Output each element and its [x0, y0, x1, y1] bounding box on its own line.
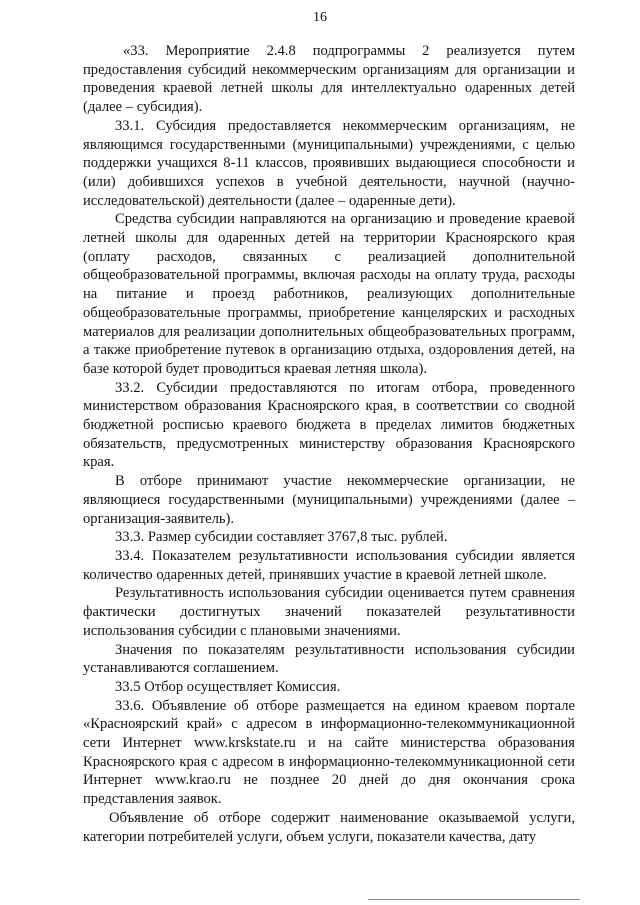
paragraph-33-4: 33.4. Показателем результативности использования субсидии является количество одаренных детей, принявших участие в краевой летней школе. [83, 547, 575, 583]
paragraph-33-3: 33.3. Размер субсидии составляет 3767,8 тыс. рублей. [115, 529, 448, 546]
paragraph-selection-participants: В отборе принимают участие некоммерческие организации, не являющиеся государственными (муниципальными) учреждениями (далее – организация-заявитель). [83, 473, 575, 527]
paragraph-measure-33: «33. Мероприятие 2.4.8 подпрограммы 2 реализуется путем предоставления субсидий некоммерческим организациям для организации и проведения краевой летней школы для интеллектуально одаренных детей (далее – субсидия). [83, 43, 575, 116]
paragraph-announcement-content: Объявление об отборе содержит наименование оказываемой услуги, категории потребителей услуги, объем услуги, показатели качества, дату [83, 809, 575, 845]
document-body [83, 42, 575, 846]
paragraph-indicator-values: Значения по показателям результативности использования субсидии устанавливаются соглашением. [83, 641, 575, 677]
paragraph-33-1: 33.1. Субсидия предоставляется некоммерческим организациям, не являющимся государственными (муниципальными) учреждениями, с целью поддержки учащихся 8-11 классов, проявивших выдающиеся способности и (или) добившихся успехов в учебной деятельности, научной (научно-исследовательской) деятельности (далее – одаренные дети). [83, 117, 575, 209]
paragraph-33-5: 33.5 Отбор осуществляет Комиссия. [115, 678, 341, 695]
paragraph-effectiveness: Результативность использования субсидии оценивается путем сравнения фактически достигнутых значений показателей результативности использования субсидии с плановыми значениями. [83, 585, 575, 639]
paragraph-33-6: 33.6. Объявление об отборе размещается на едином краевом портале «Красноярский край» с адресом в информационно-телекоммуникационной сети Интернет www.krskstate.ru и на сайте министерства образования Красноярского края с адресом в информационно-телекоммуникационной сети Интернет www.krao.ru не позднее 20 дней до дня окончания срока представления заявок. [83, 697, 575, 808]
page-number: 16 [313, 10, 327, 25]
bottom-rule [368, 899, 580, 900]
paragraph-subsidy-funds: Средства субсидии направляются на организацию и проведение краевой летней школы для одаренных детей на территории Красноярского края (оплату расходов, связанных с реализацией дополнительной общеобразовательной программы, включая расходы на оплату труда, расходы на питание и проезд работников, реализующих дополнительные общеобразовательные программы, приобретение канцелярских и расходных материалов для реализации дополнительных общеобразовательных программ, а также приобретение путевок в организацию отдыха, оздоровления детей, на базе которой будет проводиться краевая летняя школа). [83, 211, 575, 377]
paragraph-33-2: 33.2. Субсидии предоставляются по итогам отбора, проведенного министерством образования Красноярского края, в соответствии со сводной бюджетной росписью краевого бюджета в пределах лимитов бюджетных обязательств, предусмотренных министерству образования Красноярского края. [83, 379, 575, 471]
